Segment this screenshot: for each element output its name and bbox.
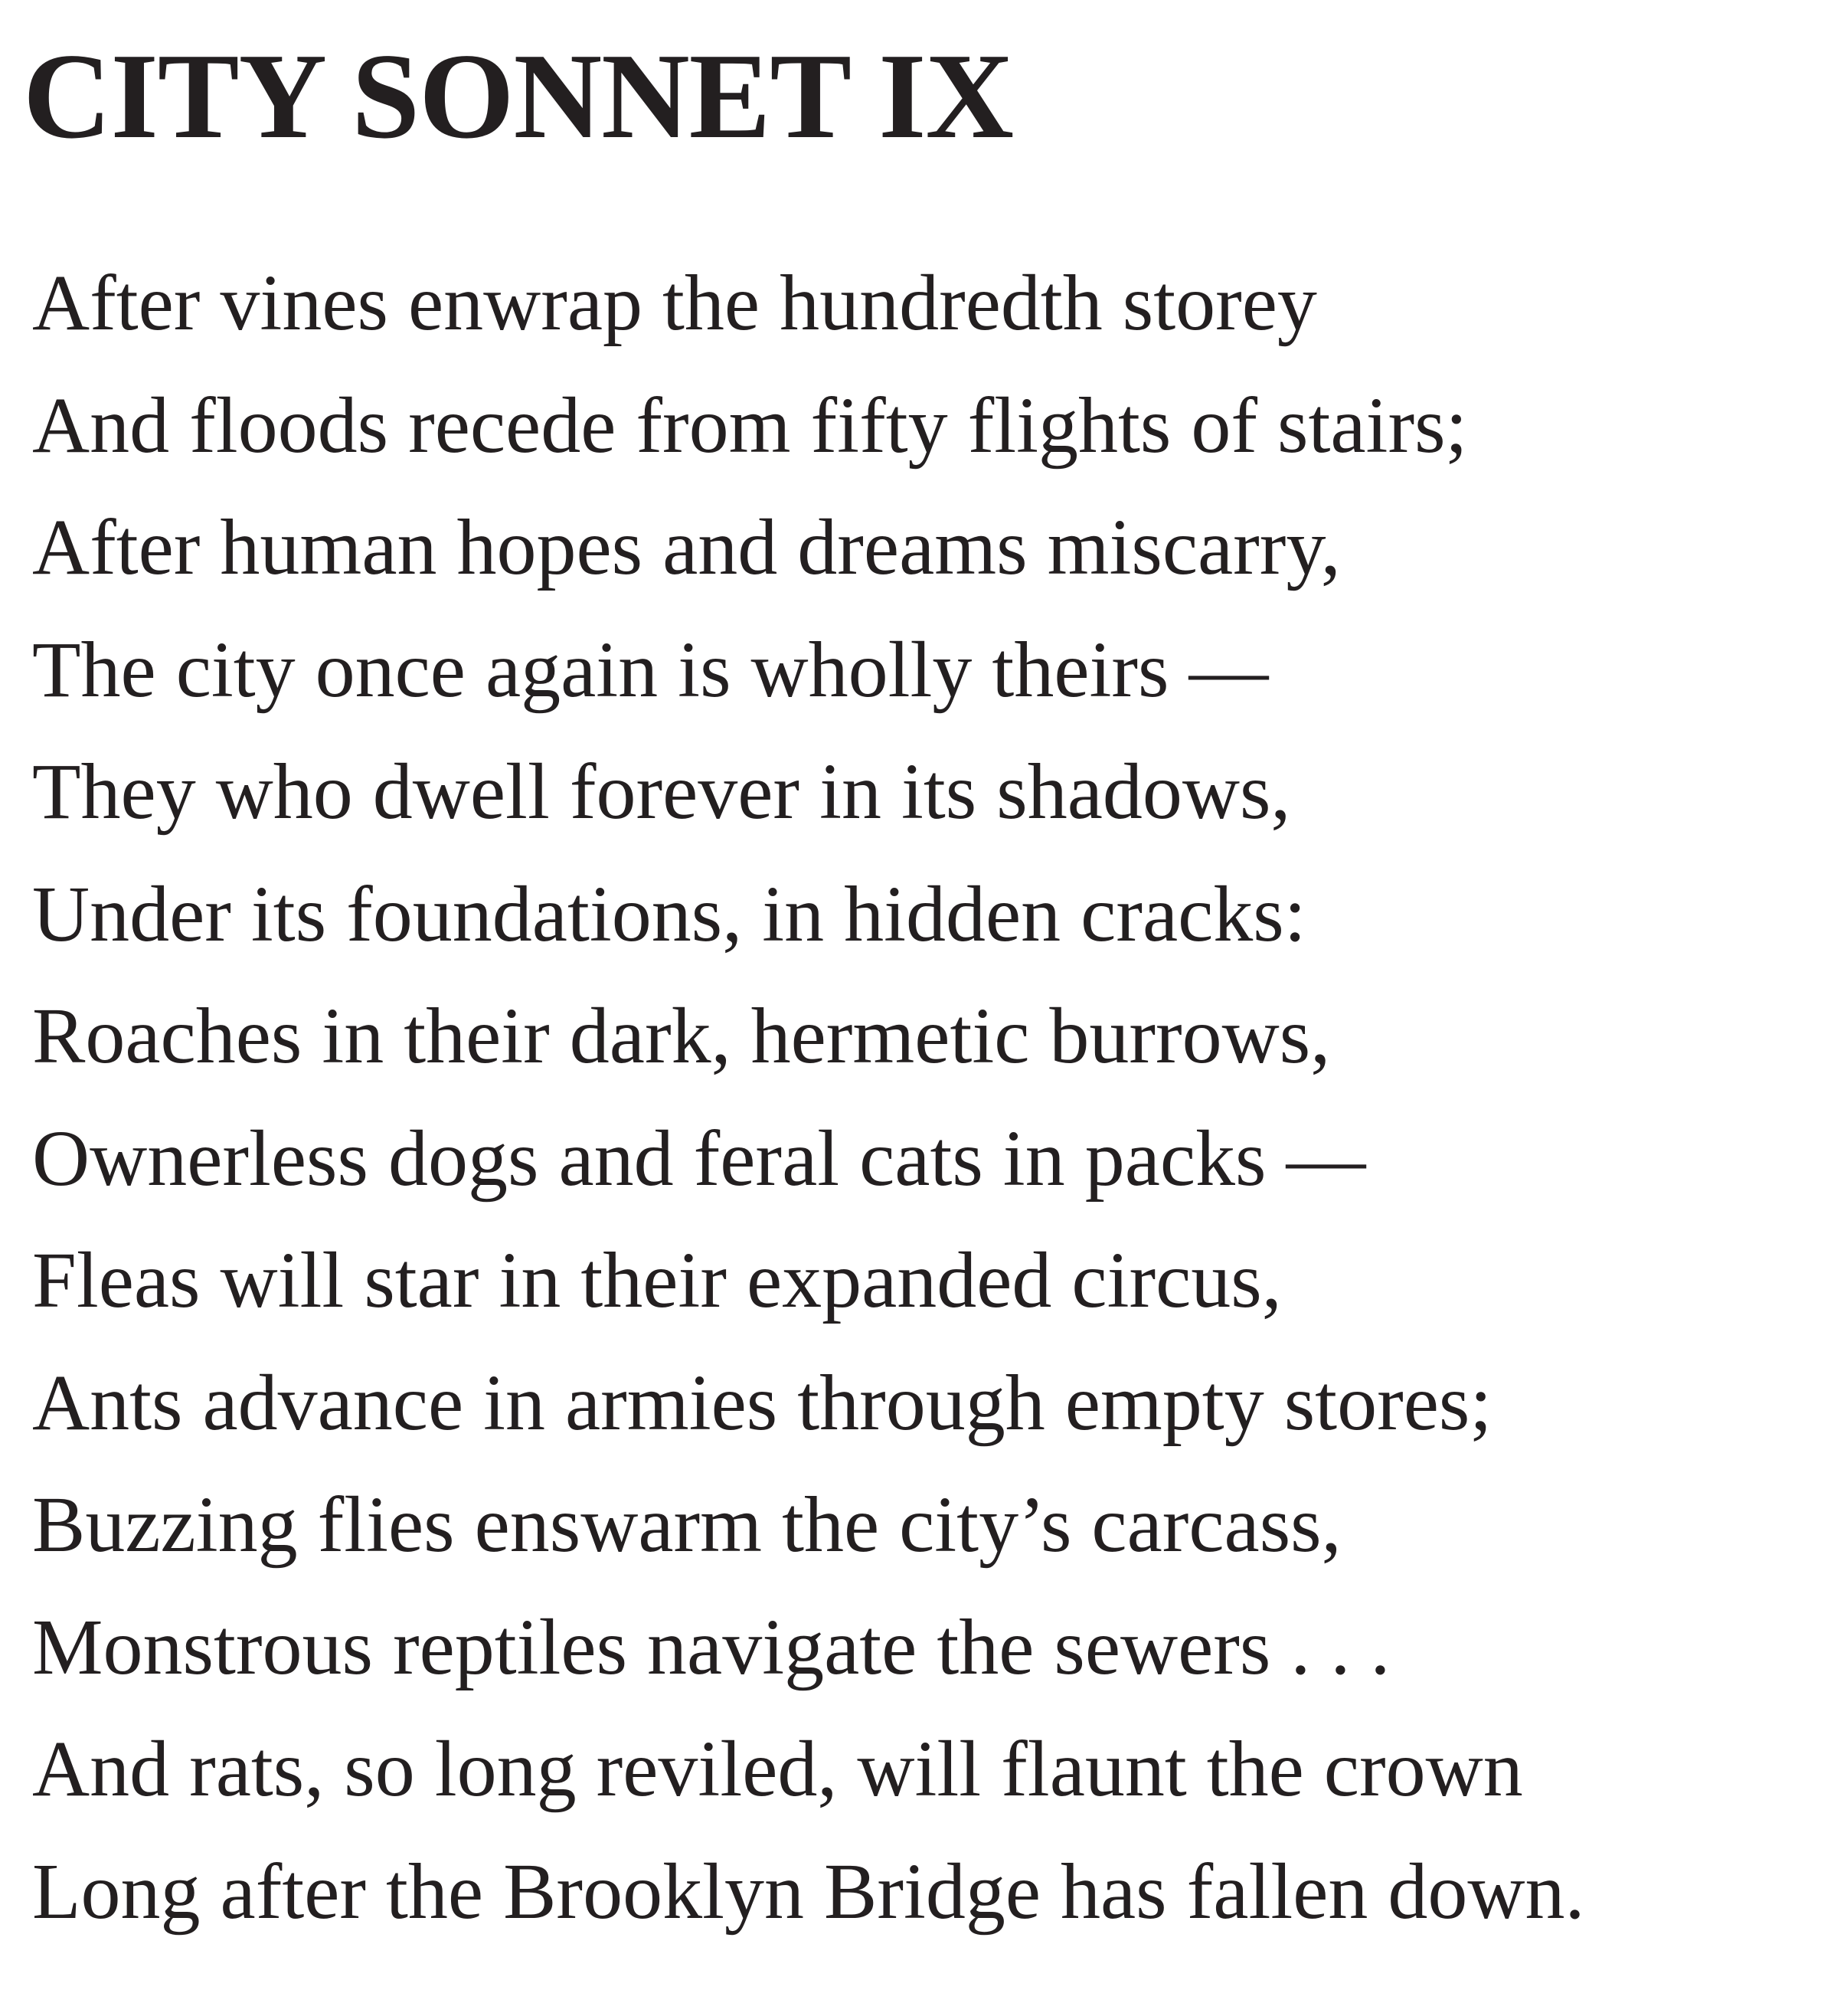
- poem-line: Monstrous reptiles navigate the sewers . . .: [32, 1602, 1391, 1691]
- poem-line: Long after the Brooklyn Bridge has fallen down.: [32, 1847, 1585, 1936]
- poem-line: The city once again is wholly theirs —: [32, 625, 1269, 714]
- poem-body: [32, 242, 1585, 1952]
- poem-line: After human hopes and dreams miscarry,: [32, 503, 1341, 591]
- poem-line: Fleas will star in their expanded circus,: [32, 1236, 1282, 1324]
- poem-line: Ownerless dogs and feral cats in packs —: [32, 1114, 1366, 1203]
- poem-line: And rats, so long reviled, will flaunt the crown: [32, 1725, 1523, 1813]
- poem-line: Buzzing flies enswarm the city’s carcass,: [32, 1481, 1342, 1569]
- poem-line: Roaches in their dark, hermetic burrows,: [32, 992, 1331, 1080]
- poem-line: Ants advance in armies through empty stores;: [32, 1358, 1493, 1447]
- poem-line: They who dwell forever in its shadows,: [32, 748, 1291, 836]
- poem-line: Under its foundations, in hidden cracks:: [32, 869, 1306, 958]
- poem-line: After vines enwrap the hundredth storey: [32, 259, 1317, 347]
- poem-line: And floods recede from fifty flights of stairs;: [32, 381, 1468, 470]
- poem-title: CITY SONNET IX: [23, 28, 1014, 164]
